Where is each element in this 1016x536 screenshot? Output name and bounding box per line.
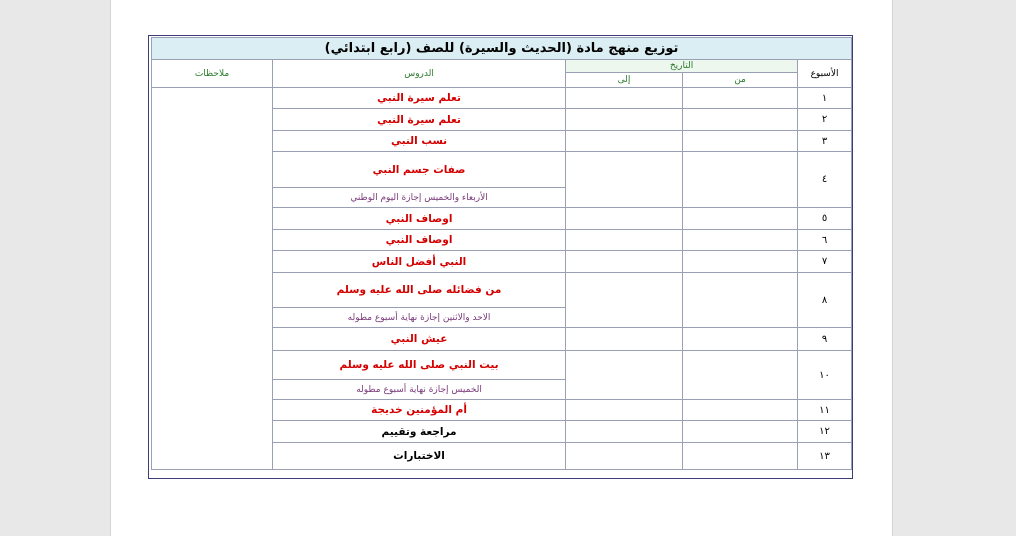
lesson-cell: تعلم سيرة النبي <box>273 109 566 131</box>
week-number: ١ <box>798 88 852 109</box>
date-to-cell <box>566 230 683 251</box>
table-title: توزيع منهج مادة (الحديث والسيرة) للصف (رابع ابتدائي) <box>152 38 852 60</box>
week-number: ١٠ <box>798 351 852 400</box>
lesson-cell: صفات جسم النبي <box>273 152 566 188</box>
date-from-cell <box>683 131 798 152</box>
week-number: ٦ <box>798 230 852 251</box>
date-to-cell <box>566 351 683 400</box>
lesson-note: الخميس إجازة نهاية أسبوع مطوله <box>273 380 566 400</box>
date-to-cell <box>566 273 683 328</box>
lesson-cell: اوصاف النبي <box>273 230 566 251</box>
lesson-cell: الاختبارات <box>273 443 566 470</box>
lesson-cell: نسب النبي <box>273 131 566 152</box>
date-from-cell <box>683 273 798 328</box>
lesson-cell: اوصاف النبي <box>273 208 566 230</box>
lesson-cell: أم المؤمنين خديجة <box>273 400 566 421</box>
date-to-cell <box>566 421 683 443</box>
week-number: ١١ <box>798 400 852 421</box>
date-to-cell <box>566 208 683 230</box>
date-from-cell <box>683 328 798 351</box>
lesson-cell: بيت النبي صلى الله عليه وسلم <box>273 351 566 380</box>
date-from-cell <box>683 421 798 443</box>
week-number: ٨ <box>798 273 852 328</box>
date-to-cell <box>566 443 683 470</box>
header-notes: ملاحظات <box>152 60 273 88</box>
week-number: ١٣ <box>798 443 852 470</box>
week-number: ٩ <box>798 328 852 351</box>
lesson-cell: عيش النبي <box>273 328 566 351</box>
week-number: ٥ <box>798 208 852 230</box>
header-to: إلى <box>566 73 683 88</box>
lesson-note: الاحد والاثنين إجازة نهاية أسبوع مطوله <box>273 308 566 328</box>
date-from-cell <box>683 230 798 251</box>
date-from-cell <box>683 109 798 131</box>
lesson-cell: من فضائله صلى الله عليه وسلم <box>273 273 566 308</box>
date-from-cell <box>683 443 798 470</box>
header-date: التاريخ <box>566 60 798 73</box>
week-number: ٧ <box>798 251 852 273</box>
date-to-cell <box>566 251 683 273</box>
date-from-cell <box>683 88 798 109</box>
date-to-cell <box>566 328 683 351</box>
date-from-cell <box>683 251 798 273</box>
lesson-note: الأربعاء والخميس إجازة اليوم الوطني <box>273 188 566 208</box>
date-from-cell <box>683 152 798 208</box>
header-from: من <box>683 73 798 88</box>
week-number: ٣ <box>798 131 852 152</box>
header-lessons: الدروس <box>273 60 566 88</box>
date-from-cell <box>683 351 798 400</box>
notes-cell <box>152 88 273 470</box>
header-week: الأسبوع <box>798 60 852 88</box>
curriculum-table <box>151 37 852 470</box>
date-from-cell <box>683 400 798 421</box>
table-row <box>152 88 852 109</box>
week-number: ٤ <box>798 152 852 208</box>
lesson-cell: مراجعة وتقييم <box>273 421 566 443</box>
date-to-cell <box>566 109 683 131</box>
lesson-cell: تعلم سيرة النبي <box>273 88 566 109</box>
date-to-cell <box>566 88 683 109</box>
lesson-cell: النبي أفضل الناس <box>273 251 566 273</box>
week-number: ١٢ <box>798 421 852 443</box>
date-to-cell <box>566 400 683 421</box>
date-to-cell <box>566 152 683 208</box>
date-from-cell <box>683 208 798 230</box>
week-number: ٢ <box>798 109 852 131</box>
date-to-cell <box>566 131 683 152</box>
